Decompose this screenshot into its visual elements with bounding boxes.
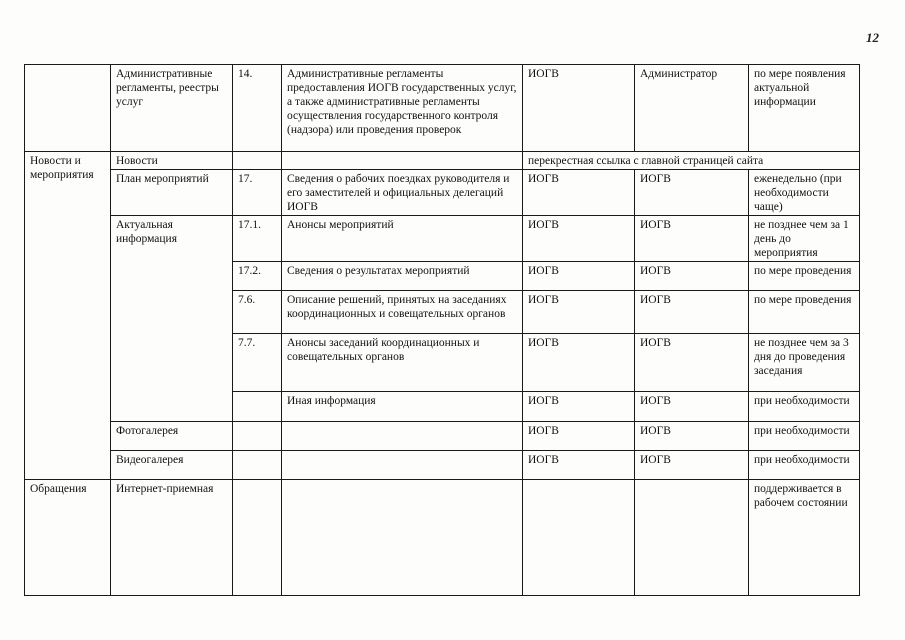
placer-cell: ИОГВ [635,262,749,291]
table-row [25,480,860,596]
subsection-cell: План мероприятий [111,170,233,216]
provider-cell: ИОГВ [523,170,635,216]
placer-cell: ИОГВ [635,392,749,422]
period-cell: по мере проведения [749,291,860,334]
content-cell [282,422,523,451]
content-cell: Сведения о рабочих поездках руководителя и его заместителей и официальных делегаций ИОГВ [282,170,523,216]
provider-cell: ИОГВ [523,392,635,422]
regulations-table [24,64,860,596]
content-cell: Анонсы заседаний координационных и совещательных органов [282,334,523,392]
placer-cell: ИОГВ [635,451,749,480]
placer-cell: ИОГВ [635,216,749,262]
content-cell [282,451,523,480]
provider-cell [523,480,635,596]
number-cell [233,480,282,596]
placer-cell [635,480,749,596]
subsection-cell: Новости [111,152,233,170]
provider-cell: ИОГВ [523,422,635,451]
table-row [25,451,860,480]
content-cell [282,480,523,596]
provider-cell: ИОГВ [523,291,635,334]
provider-cell: ИОГВ [523,334,635,392]
period-cell: по мере появления актуальной информации [749,65,860,152]
section-cell [25,65,111,152]
number-cell: 14. [233,65,282,152]
period-cell: при необходимости [749,451,860,480]
placer-cell: ИОГВ [635,170,749,216]
subsection-cell: Фотогалерея [111,422,233,451]
content-cell: Иная информация [282,392,523,422]
content-cell: Административные регламенты предоставления ИОГВ государственных услуг, а также административные регламенты осуществления государственного контроля (надзора) или проведения проверок [282,65,523,152]
placer-cell: ИОГВ [635,422,749,451]
placer-cell: ИОГВ [635,291,749,334]
merged-crosslink-cell: перекрестная ссылка с главной страницей сайта [523,152,860,170]
period-cell: при необходимости [749,392,860,422]
period-cell: поддерживается в рабочем состоянии [749,480,860,596]
number-cell [233,392,282,422]
content-cell: Анонсы мероприятий [282,216,523,262]
section-cell: Обращения [25,480,111,596]
table-row [25,170,860,216]
period-cell: при необходимости [749,422,860,451]
content-cell: Описание решений, принятых на заседаниях координационных и совещательных органов [282,291,523,334]
subsection-cell: Административные регламенты, реестры услуг [111,65,233,152]
number-cell [233,422,282,451]
period-cell: не позднее чем за 1 день до мероприятия [749,216,860,262]
content-cell [282,152,523,170]
table-row [25,216,860,262]
table-row [25,152,860,170]
subsection-cell: Интернет-приемная [111,480,233,596]
number-cell: 17.1. [233,216,282,262]
table-row [25,65,860,152]
number-cell: 17.2. [233,262,282,291]
period-cell: не позднее чем за 3 дня до проведения заседания [749,334,860,392]
content-cell: Сведения о результатах мероприятий [282,262,523,291]
number-cell: 7.7. [233,334,282,392]
number-cell [233,152,282,170]
table-row [25,422,860,451]
number-cell: 17. [233,170,282,216]
subsection-cell: Актуальная информация [111,216,233,422]
number-cell [233,451,282,480]
period-cell: еженедельно (при необходимости чаще) [749,170,860,216]
number-cell: 7.6. [233,291,282,334]
placer-cell: Администратор [635,65,749,152]
subsection-cell: Видеогалерея [111,451,233,480]
provider-cell: ИОГВ [523,451,635,480]
section-cell: Новости и мероприятия [25,152,111,480]
period-cell: по мере проведения [749,262,860,291]
placer-cell: ИОГВ [635,334,749,392]
provider-cell: ИОГВ [523,65,635,152]
page-number: 12 [866,30,879,45]
provider-cell: ИОГВ [523,216,635,262]
provider-cell: ИОГВ [523,262,635,291]
